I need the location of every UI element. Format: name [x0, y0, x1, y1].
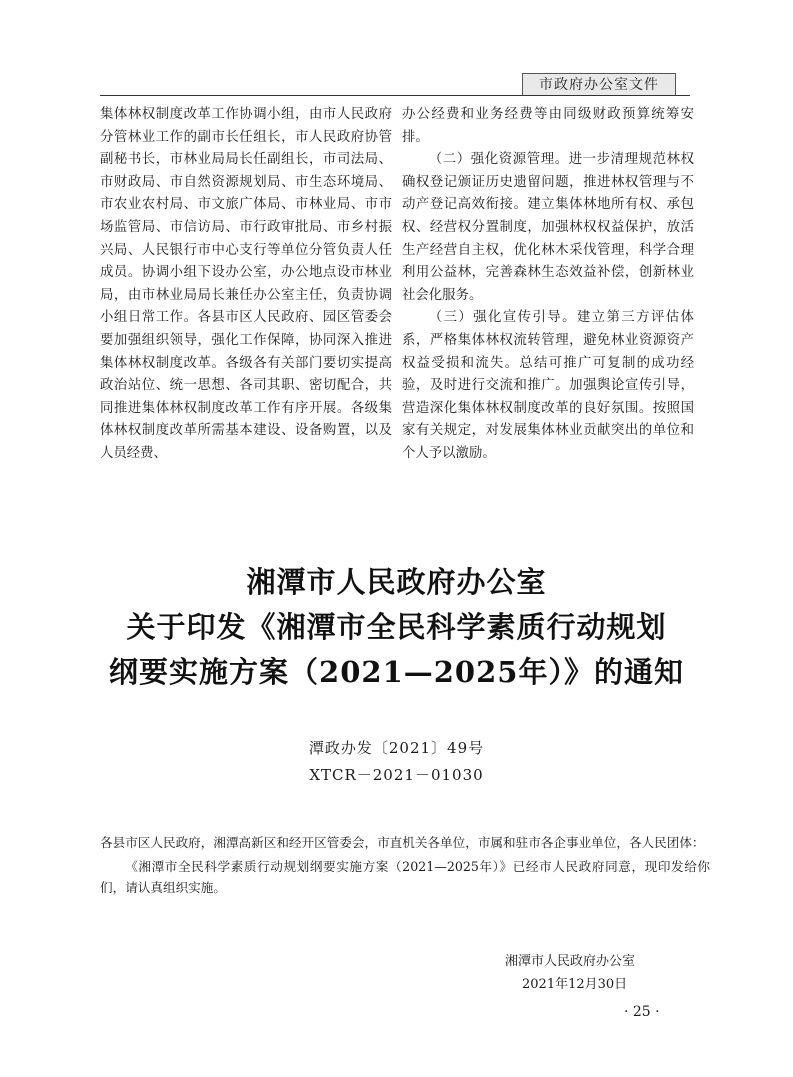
registration-number: XTCR－2021－01030 [309, 766, 484, 784]
section-header-tag: 市政府办公室文件 [522, 73, 676, 96]
left-column [100, 104, 392, 466]
notice-body-paragraph: 《湘潭市全民科学素质行动规划纲要实施方案（2021—2025年）》已经市人民政府同意，现印发给你们，请认真组织实施。 [100, 858, 710, 895]
notice-title-line-1: 湘潭市人民政府办公室 [246, 565, 547, 599]
left-paragraph-1: 集体林权制度改革工作协调小组，由市人民政府分管林业工作的副市长任组长，市人民政府协管副秘书长，市林业局局长任副组长，市司法局、市财政局、市自然资源规划局、市生态环境局、市农业农村局、市文旅广体局、市林业局、市市场监管局、市信访局、市行政审批局、市乡村振兴局、人民银行市中心支行等单位分管负责人任成员。协调小组下设办公室，办公地点设市林业局，由市林业局局长兼任办公室主任，负责协调小组日常工作。各县市区人民政府、园区管委会要加强组织领导，强化工作保障，协同深入推进集体林权制度改革。各级各有关部门要切实提高政治站位、统一思想、各司其职、密切配合，共同推进集体林权制度改革工作有序开展。各级集体林权制度改革所需基本建设、设备购置，以及人员经费、 [100, 107, 392, 461]
notice-title-line-2: 关于印发《湘潭市全民科学素质行动规划 [126, 610, 667, 644]
document-numbers [0, 735, 793, 789]
signer: 湘潭市人民政府办公室 [505, 954, 636, 969]
notice-body [100, 832, 710, 901]
right-paragraph-2: （二）强化资源管理。进一步清理规范林权确权登记颁证历史遗留问题，推进林权管理与不动产登记高效衔接。建立集体林地所有权、承包权、经营权分置制度，加强林权权益保护，放活生产经营自主权，优化林木采伐管理，科学合理利用公益林，完善森林生态效益补偿，创新林业社会化服务。 [402, 152, 694, 303]
right-paragraph-1: 办公经费和业务经费等由同级财政预算统筹安排。 [402, 107, 694, 145]
notice-title-line-3: 纲要实施方案（2021—2025年）》的通知 [109, 655, 684, 689]
header-rule [100, 95, 690, 96]
right-column [402, 104, 694, 466]
document-number: 潭政办发〔2021〕49号 [308, 739, 485, 757]
addressees: 各县市区人民政府，湘潭高新区和经开区管委会，市直机关各单位，市属和驻市各企事业单位，各人民团体： [100, 835, 705, 850]
sign-date: 2021年12月30日 [522, 977, 628, 992]
right-paragraph-3: （三）强化宣传引导。建立第三方评估体系，严格集体林权流转管理，避免林业资源资产权益受损和流失。总结可推广可复制的成功经验，及时进行交流和推广。加强舆论宣传引导，营造深化集体林权制度改革的良好氛围。按照国家有关规定，对发展集体林业贡献突出的单位和个人予以激励。 [402, 310, 694, 461]
page-number: · 25 · [624, 1004, 660, 1020]
notice-title [0, 560, 793, 695]
